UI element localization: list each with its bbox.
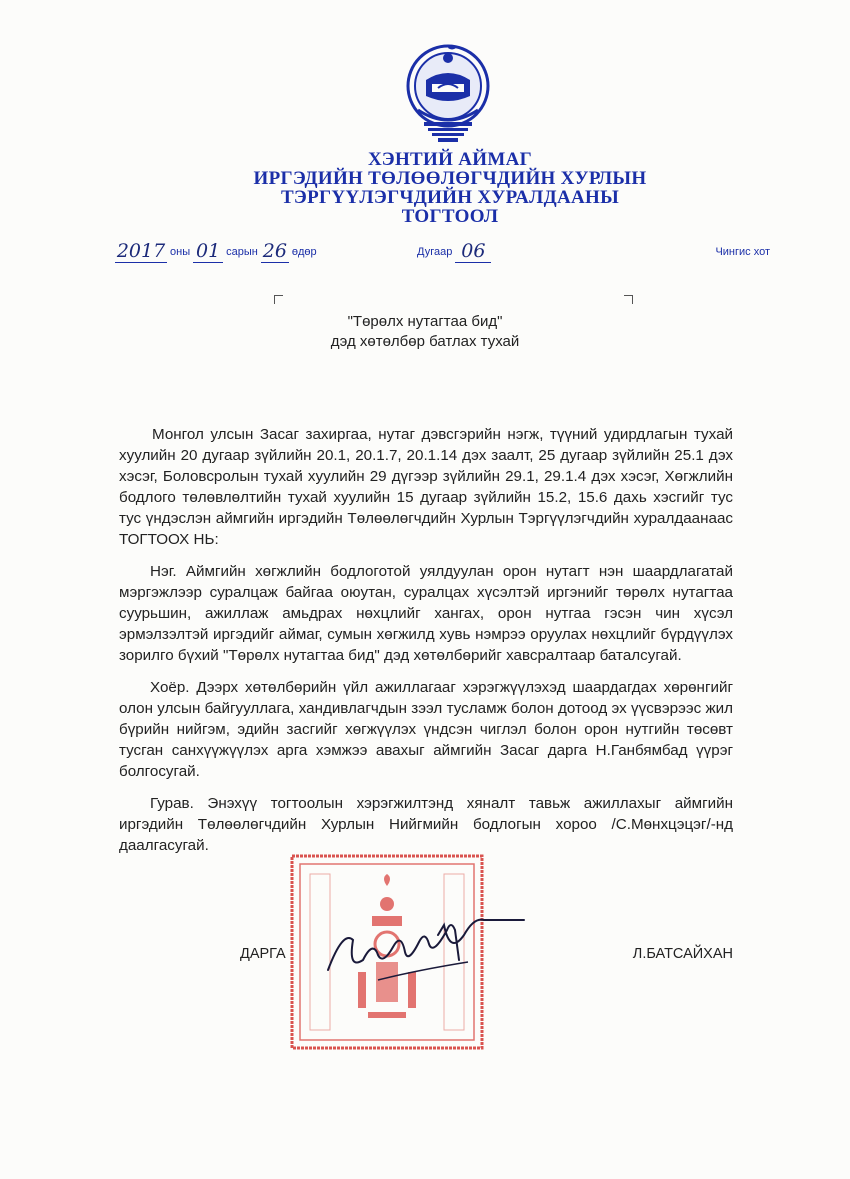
- day-label: өдөр: [291, 246, 317, 258]
- date-line: [115, 240, 770, 266]
- paragraph-three: Гурав. Энэхүү тогтоолын хэрэгжилтэнд хяналт тавьж ажиллахыг аймгийн иргэдийн Төлөөлөгчдийн Хурлын Нийгмийн бодлогын хороо /С.Мөнхцэцэг/-нд даалгасугай.: [119, 795, 733, 854]
- handwritten-signature-icon: [318, 915, 533, 990]
- header-line: ТЭРГҮҮЛЭГЧДИЙН ХУРАЛДААНЫ: [280, 187, 620, 208]
- title-line: "Төрөлх нутагтаа бид": [347, 313, 503, 330]
- document-header: [200, 150, 700, 226]
- document-number: 06: [455, 240, 491, 263]
- date-month: 01: [193, 240, 223, 263]
- header-line: ТОГТООЛ: [401, 206, 499, 227]
- month-label: сарын: [226, 246, 258, 258]
- signer-title: ДАРГА: [240, 946, 286, 962]
- paragraph-one: Нэг. Аймгийн хөгжлийн бодлоготой уялдуулан орон нутагт нэн шаардлагатай мэргэжлээр суралцаж байгаа оюутан, суралцах хүсэлтэй иргэнийг төрөлх нутагтаа суурьшин, ажиллаж амьдрах нөхцлийг хангах, орон нутгаа гэсэн чин хүсэл эрмэлзэлтэй иргэдийг аймаг, сумын хөгжилд хувь нэмрээ оруулах нөхцлийг бүрдүүлэх зорилго бүхий "Төрөлх нутагтаа бид" дэд хөтөлбөрийг хавсралтаар баталсугай.: [119, 563, 733, 664]
- paragraph-two: Хоёр. Дээрх хөтөлбөрийн үйл ажиллагааг хэрэгжүүлэхэд шаардагдах хөрөнгийг олон улсын байгууллага, хандивлагчдын зээл тусламж болон дотоод эх үүсвэрээс жил бүрийн нийгэм, эдийн засгийг хөгжүүлэх үндсэн чиглэл болон орон нутгийн төсөвт тусган санхүүжүүлэх арга хэмжээ авахыг аймгийн Засаг дарга Н.Ганбямбад үүрэг болгосугай.: [119, 679, 733, 780]
- document-title: [150, 312, 700, 352]
- year-label: оны: [170, 246, 191, 258]
- paragraph-preamble: Монгол улсын Засаг захиргаа, нутаг дэвсгэрийн нэгж, түүний удирдлагын тухай хуулийн 20 дугаар зүйлийн 20.1, 20.1.7, 20.1.14 дэх заалт, 25 дугаар зүйлийн 25.1 дэх хэсэг, Боловсролын тухай хуулийн 29 дүгээр зүйлийн 29.1, 29.1.4 дэх хэсэг, Хөгжлийн бодлого төлөвлөлтийн тухай хуулийн 15 дугаар зүйлийн 15.2, 15.6 дахь хэсгийг тус тус үндэслэн аймгийн иргэдийн Төлөөлөгчдийн Хурлын Тэргүүлэгчдийн хуралдаанаас ТОГТООХ НЬ:: [119, 426, 733, 548]
- header-line: ИРГЭДИЙН ТӨЛӨӨЛӨГЧДИЙН ХУРЛЫН: [253, 168, 647, 189]
- place: Чингис хот: [715, 246, 770, 258]
- document-body: [119, 424, 733, 867]
- corner-mark: [274, 295, 283, 304]
- number-label: Дугаар: [417, 246, 453, 258]
- date-year: 2017: [116, 240, 166, 262]
- signer-name: Л.БАТСАЙХАН: [632, 946, 733, 962]
- date-day: 26: [262, 240, 287, 262]
- state-emblem-icon: [404, 40, 492, 146]
- title-line: дэд хөтөлбөр батлах тухай: [330, 333, 520, 350]
- corner-mark: [624, 295, 633, 304]
- header-line: ХЭНТИЙ АЙМАГ: [368, 149, 532, 170]
